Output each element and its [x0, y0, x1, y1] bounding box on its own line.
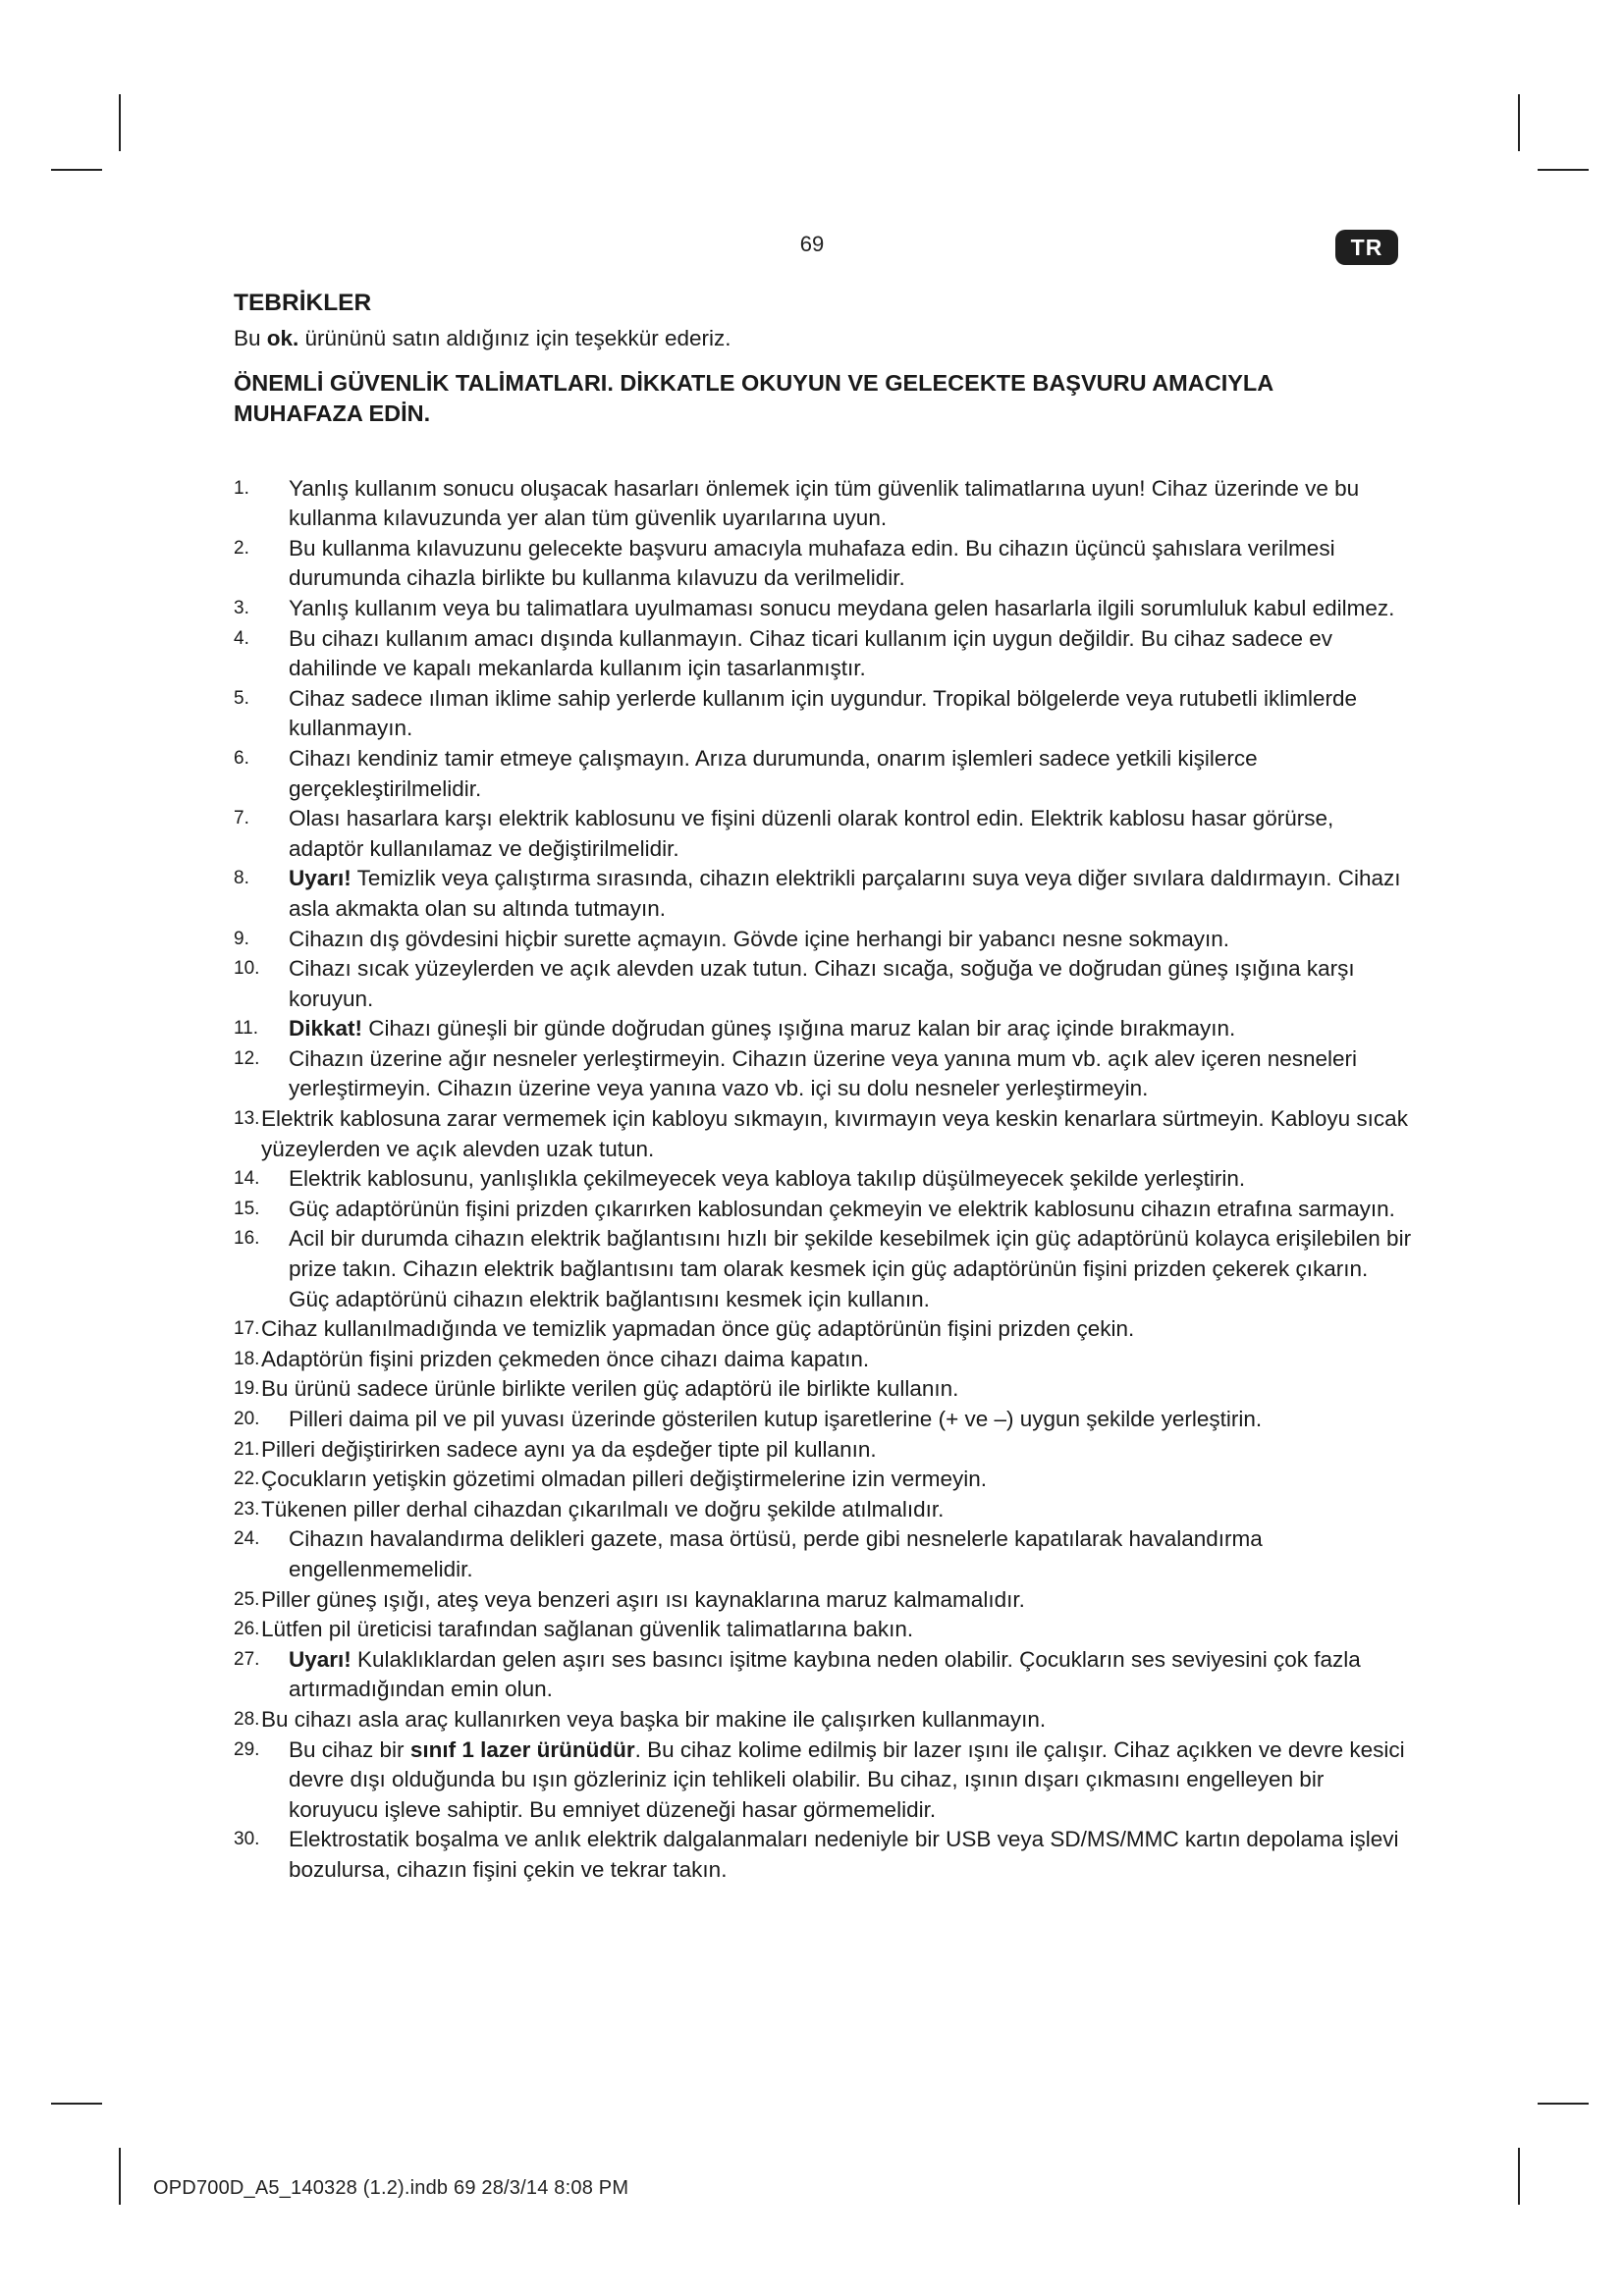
list-item-number: 21. [234, 1438, 260, 1460]
list-item-text [289, 624, 1412, 684]
list-item-body: Cihaz sadece ılıman iklime sahip yerlerde kullanım için uygundur. Tropikal bölgelerde veya rutubetli iklimlerde kullanmayın. [289, 685, 1358, 741]
print-file-info: OPD700D_A5_140328 (1.2).indb 69 28/3/14 8:08 PM [153, 2177, 629, 2199]
crop-mark-top-right-horizontal [1538, 169, 1589, 171]
list-item-number: 19. [234, 1378, 260, 1400]
language-badge: TR [1335, 230, 1398, 265]
list-item-body: Bu kullanma kılavuzunu gelecekte başvuru amacıyla muhafaza edin. Bu cihazın üçüncü şahıslara verilmesi durumunda cihazla birlikte bu kullanma kılavuzu da verilmelidir. [289, 535, 1335, 591]
list-item [234, 1465, 1412, 1495]
list-item [234, 534, 1412, 594]
list-item [234, 1345, 1412, 1375]
list-item-number: 23. [234, 1498, 260, 1520]
list-item [234, 1495, 1412, 1525]
list-item-body: Piller güneş ışığı, ateş veya benzeri aşırı ısı kaynaklarına maruz kalmamalıdır. [261, 1586, 1025, 1612]
list-item-text [289, 1735, 1412, 1826]
list-item [234, 1014, 1412, 1044]
list-item-text [261, 1374, 1412, 1405]
list-item-body: Kulaklıklardan gelen aşırı ses basıncı işitme kaybına neden olabilir. Çocukların ses seviyesini çok fazla artırmadığından emin olun. [289, 1646, 1361, 1702]
safety-instructions-list [234, 474, 1412, 1886]
list-item-number: 4. [234, 627, 249, 649]
list-item [234, 594, 1412, 624]
list-item-text [261, 1345, 1412, 1375]
list-item [234, 744, 1412, 804]
list-item-body: Cihazı sıcak yüzeylerden ve açık alevden uzak tutun. Cihazı sıcağa, soğuğa ve doğrudan güneş ışığına karşı koruyun. [289, 956, 1355, 1011]
list-item-body: Elektrik kablosunu, yanlışlıkla çekilmeyecek veya kabloya takılıp düşülmeyecek şekilde yerleştirin. [289, 1166, 1246, 1192]
list-item-number: 20. [234, 1409, 260, 1429]
list-item [234, 954, 1412, 1014]
list-item-text [289, 1224, 1412, 1314]
list-item-text [289, 1164, 1412, 1195]
list-item-body: Güç adaptörünün fişini prizden çıkarırken kablosundan çekmeyin ve elektrik kablosunu cihazın etrafına sarmayın. [289, 1196, 1395, 1221]
list-item-text [289, 954, 1412, 1014]
list-item [234, 1405, 1412, 1435]
list-item-text [289, 1014, 1412, 1044]
crop-mark-bottom-right-horizontal [1538, 2103, 1589, 2105]
list-item-number: 17. [234, 1318, 260, 1340]
list-item-number: 2. [234, 537, 249, 559]
crop-mark-top-left-vertical [119, 94, 121, 151]
intro-prefix: Bu [234, 326, 267, 350]
document-body [234, 287, 1412, 1886]
list-item-body: Bu ürünü sadece ürünle birlikte verilen güç adaptörü ile birlikte kullanın. [261, 1376, 959, 1402]
list-item [234, 1224, 1412, 1314]
list-item [234, 1195, 1412, 1225]
list-item [234, 864, 1412, 924]
list-item-number: 13. [234, 1108, 260, 1130]
list-item-number: 1. [234, 477, 249, 499]
list-item-emphasis: Uyarı! [289, 1646, 352, 1672]
list-item-text-prefix: Bu cihaz bir [289, 1736, 410, 1762]
crop-mark-bottom-left-vertical [119, 2148, 121, 2205]
list-item-text [289, 1405, 1412, 1435]
list-item-text [289, 1195, 1412, 1225]
list-item-text [261, 1465, 1412, 1495]
list-item [234, 624, 1412, 684]
list-item [234, 1585, 1412, 1616]
list-item-text [261, 1705, 1412, 1735]
list-item-body: Yanlış kullanım veya bu talimatlara uyulmaması sonucu meydana gelen hasarlarla ilgili sorumluluk kabul edilmez. [289, 595, 1395, 620]
list-item-number: 28. [234, 1708, 260, 1730]
list-item-text [261, 1495, 1412, 1525]
list-item-text [289, 1645, 1412, 1705]
list-item-body: Elektrik kablosuna zarar vermemek için kabloyu sıkmayın, kıvırmayın veya keskin kenarlara sürtmeyin. Kabloyu sıcak yüzeylerden ve açık alevden uzak tutun. [261, 1106, 1408, 1161]
list-item-text [289, 1044, 1412, 1104]
list-item [234, 1164, 1412, 1195]
list-item-emphasis: Uyarı! [289, 866, 352, 891]
list-item [234, 474, 1412, 534]
list-item-number: 14. [234, 1168, 260, 1190]
list-item-text [289, 594, 1412, 624]
list-item-emphasis: sınıf 1 lazer ürünüdür [409, 1736, 635, 1762]
list-item-text [289, 534, 1412, 594]
list-item-number: 3. [234, 597, 249, 618]
list-item-text [289, 684, 1412, 744]
list-item-text [289, 925, 1412, 955]
list-item [234, 1435, 1412, 1466]
list-item-body: Cihazın dış gövdesini hiçbir surette açmayın. Gövde içine herhangi bir yabancı nesne sokmayın. [289, 926, 1230, 951]
list-item-number: 10. [234, 958, 260, 980]
list-item-number: 29. [234, 1738, 260, 1760]
list-item-number: 8. [234, 868, 249, 889]
list-item-text [289, 864, 1412, 924]
list-item-body: Bu cihazı kullanım amacı dışında kullanmayın. Cihaz ticari kullanım için uygun değildir. Bu cihaz sadece ev dahilinde ve kapalı mekanlarda kullanım için tasarlanmıştır. [289, 625, 1333, 681]
list-item-text [261, 1314, 1412, 1345]
list-item-emphasis: Dikkat! [289, 1016, 363, 1041]
list-item-text [289, 1524, 1412, 1584]
list-item-number: 22. [234, 1468, 260, 1490]
list-item-body: Olası hasarlara karşı elektrik kablosunu ve fişini düzenli olarak kontrol edin. Elektrik kablosu hasar görürse, adaptör kullanılamaz ve değiştirilmelidir. [289, 806, 1334, 861]
list-item [234, 1705, 1412, 1735]
intro-text [234, 324, 1412, 354]
list-item-number: 18. [234, 1348, 260, 1369]
list-item-number: 24. [234, 1528, 260, 1550]
list-item [234, 1524, 1412, 1584]
list-item-body: Pilleri değiştirirken sadece aynı ya da eşdeğer tipte pil kullanın. [261, 1436, 877, 1462]
list-item [234, 1645, 1412, 1705]
list-item-body: Bu cihazı asla araç kullanırken veya başka bir makine ile çalışırken kullanmayın. [261, 1706, 1047, 1732]
list-item [234, 684, 1412, 744]
list-item-body: Cihazın üzerine ağır nesneler yerleştirmeyin. Cihazın üzerine veya yanına mum vb. açık alev içeren nesneleri yerleştirmeyin. Cihazın üzerine veya yanına vazo vb. içi su dolu nesneler yerleştirmeyin. [289, 1045, 1358, 1101]
list-item-number: 7. [234, 808, 249, 829]
list-item-body: Pilleri daima pil ve pil yuvası üzerinde gösterilen kutup işaretlerine (+ ve –) uygun şekilde yerleştirin. [289, 1407, 1263, 1431]
page-title: TEBRİKLER [234, 290, 372, 316]
list-item [234, 1735, 1412, 1826]
list-item-body: Cihazı kendiniz tamir etmeye çalışmayın. Arıza durumunda, onarım işlemleri sadece yetkili kişilerce gerçekleştirilmelidir. [289, 745, 1258, 801]
brand-name: ok. [266, 326, 299, 350]
list-item-body: Adaptörün fişini prizden çekmeden önce cihazı daima kapatın. [261, 1346, 870, 1371]
list-item-body: Çocukların yetişkin gözetimi olmadan pilleri değiştirmelerine izin vermeyin. [261, 1467, 988, 1492]
list-item-body: . Bu cihaz kolime edilmiş bir lazer ışını ile çalışır. Cihaz açıkken ve devre kesici devre dışı olduğunda bu ışın gözleriniz için tehlikeli olabilir. Bu cihaz, ışının dışarı çıkmasını engelleyen bir koruyucu işleve sahiptir. Bu emniyet düzeneği hasar görmemelidir. [289, 1736, 1405, 1822]
list-item-body: Cihazı güneşli bir günde doğrudan güneş ışığına maruz kalan bir araç içinde bırakmayın. [362, 1016, 1236, 1041]
crop-mark-top-left-horizontal [51, 169, 102, 171]
list-item [234, 804, 1412, 864]
list-item-body: Lütfen pil üreticisi tarafından sağlanan güvenlik talimatlarına bakın. [261, 1617, 914, 1642]
list-item-body: Temizlik veya çalıştırma sırasında, cihazın elektrikli parçalarını suya veya diğer sıvılara daldırmayın. Cihazı asla akmakta olan su altında tutmayın. [289, 866, 1401, 921]
list-item [234, 1314, 1412, 1345]
list-item-text [289, 744, 1412, 804]
list-item [234, 1615, 1412, 1645]
list-item-number: 9. [234, 928, 249, 949]
list-item-text [289, 474, 1412, 534]
list-item-body: Cihazın havalandırma delikleri gazete, masa örtüsü, perde gibi nesnelerle kapatılarak havalandırma engellenmemelidir. [289, 1526, 1263, 1581]
crop-mark-bottom-right-vertical [1518, 2148, 1520, 2205]
list-item-text [261, 1585, 1412, 1616]
list-item-number: 16. [234, 1228, 260, 1250]
list-item-body: Acil bir durumda cihazın elektrik bağlantısını hızlı bir şekilde kesebilmek için güç adaptörünü kolayca erişilebilen bir prize takın. Cihazın elektrik bağlantısını tam olarak kesmek için güç adaptörünün fişini prizden çekerek çıkarın. Güç adaptörünü cihazın elektrik bağlantısını kesmek için kullanın. [289, 1226, 1412, 1311]
list-item-number: 26. [234, 1619, 260, 1640]
list-item-number: 11. [234, 1018, 259, 1040]
list-item-text [261, 1615, 1412, 1645]
safety-heading: ÖNEMLİ GÜVENLİK TALİMATLARI. DİKKATLE OKUYUN VE GELECEKTE BAŞVURU AMACIYLA MUHAFAZA EDİN. [234, 369, 1273, 426]
crop-mark-bottom-left-horizontal [51, 2103, 102, 2105]
list-item-number: 27. [234, 1648, 260, 1670]
list-item-body: Elektrostatik boşalma ve anlık elektrik dalgalanmaları nedeniyle bir USB veya SD/MS/MMC kartın depolama işlevi bozulursa, cihazın fişini çekin ve tekrar takın. [289, 1827, 1399, 1882]
list-item-text [289, 1825, 1412, 1885]
intro-suffix: ürününü satın aldığınız için teşekkür ederiz. [298, 326, 731, 350]
list-item-number: 25. [234, 1588, 260, 1610]
list-item-text [261, 1104, 1412, 1164]
list-item-number: 6. [234, 747, 249, 769]
crop-mark-top-right-vertical [1518, 94, 1520, 151]
list-item-number: 30. [234, 1829, 260, 1850]
list-item [234, 1374, 1412, 1405]
list-item-body: Tükenen piller derhal cihazdan çıkarılmalı ve doğru şekilde atılmalıdır. [261, 1496, 945, 1522]
list-item-text [261, 1435, 1412, 1466]
list-item-body: Cihaz kullanılmadığında ve temizlik yapmadan önce güç adaptörünün fişini prizden çekin. [261, 1316, 1135, 1342]
list-item [234, 925, 1412, 955]
list-item-body: Yanlış kullanım sonucu oluşacak hasarları önlemek için tüm güvenlik talimatlarına uyun! Cihaz üzerinde ve bu kullanma kılavuzunda yer alan tüm güvenlik uyarılarına uyun. [289, 475, 1360, 531]
list-item-number: 5. [234, 687, 249, 709]
list-item [234, 1825, 1412, 1885]
list-item [234, 1044, 1412, 1104]
list-item-text [289, 804, 1412, 864]
list-item-number: 12. [234, 1047, 260, 1069]
list-item [234, 1104, 1412, 1164]
page-number: 69 [799, 232, 825, 256]
list-item-number: 15. [234, 1198, 260, 1219]
